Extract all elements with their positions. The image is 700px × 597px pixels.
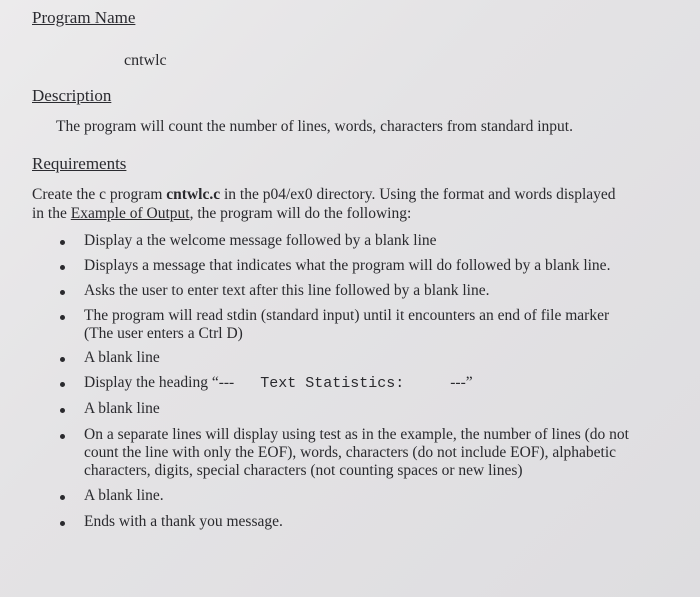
list-item-continuation: (The user enters a Ctrl D) xyxy=(84,325,243,342)
bullet-icon xyxy=(60,265,65,270)
bullet-icon xyxy=(60,315,65,320)
list-item: A blank line xyxy=(84,400,160,417)
list-item-continuation: count the line with only the EOF), words, characters (do not include EOF), alphabetic xyxy=(84,444,617,461)
list-item: Display a the welcome message followed by a blank line xyxy=(84,232,437,249)
heading-mono-text: Text Statistics: xyxy=(260,375,405,392)
list-item: A blank line. xyxy=(84,487,164,504)
list-item: Displays a message that indicates what the program will do followed by a blank line. xyxy=(84,257,611,274)
bullet-icon xyxy=(60,495,65,500)
requirements-heading: Requirements xyxy=(32,154,127,173)
bullet-icon xyxy=(60,240,65,245)
intro-text: Create the c program xyxy=(32,186,167,203)
program-name-value: cntwlc xyxy=(124,52,167,69)
heading-post: ---” xyxy=(450,374,473,391)
list-item: The program will read stdin (standard input) until it encounters an end of file marker xyxy=(84,307,610,324)
intro-filename: cntwlc.c xyxy=(166,186,221,203)
requirements-intro-line2 xyxy=(32,205,411,223)
program-name-heading: Program Name xyxy=(32,8,136,27)
list-item-heading xyxy=(84,373,473,393)
bullet-icon xyxy=(60,408,65,413)
requirements-intro-line1 xyxy=(32,186,616,204)
list-item-continuation: characters, digits, special characters (not counting spaces or new lines) xyxy=(84,462,523,479)
intro-text-rest: in the p04/ex0 directory. Using the format and words displayed xyxy=(220,186,616,203)
bullet-icon xyxy=(60,357,65,362)
intro2-text-rest: , the program will do the following: xyxy=(189,205,412,222)
list-item: Asks the user to enter text after this line followed by a blank line. xyxy=(84,282,490,299)
bullet-icon xyxy=(60,521,65,526)
bullet-icon xyxy=(60,434,65,439)
example-of-output-link[interactable]: Example of Output xyxy=(70,205,190,222)
list-item: A blank line xyxy=(84,349,160,366)
description-text: The program will count the number of lines, words, characters from standard input. xyxy=(56,118,573,135)
intro2-text: in the xyxy=(32,205,71,222)
heading-pre: Display the heading “--- xyxy=(84,374,235,391)
bullet-icon xyxy=(60,382,65,387)
list-item: Ends with a thank you message. xyxy=(84,513,283,530)
bullet-icon xyxy=(60,290,65,295)
list-item: On a separate lines will display using test as in the example, the number of lines (do not xyxy=(84,426,629,443)
description-heading: Description xyxy=(32,86,112,105)
